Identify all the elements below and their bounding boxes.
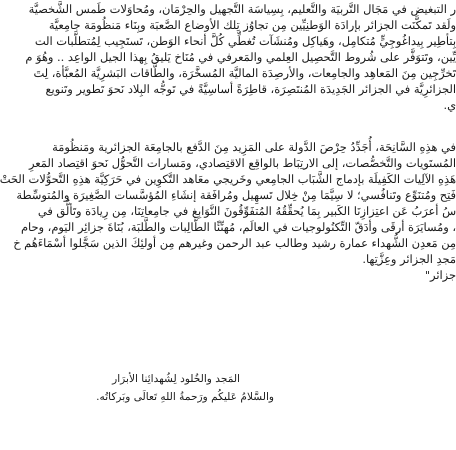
text-line: بِتأطِير بِيداغُوجِيٍّ مُتكامِل، وهَياكِل ومُنشَآت تُغطِّي كُلَّ أنحاء الوَطن، تَستَجِيب لِمُتطلَّبات الت xyxy=(34,34,456,48)
text-line: تَخرِّجِين مِنَ المَعاهِد والجامِعات، والأرصِدَة الماليَّة المُسخَّرَة، والطَّاقات البَشرِيَّة المُعبَّأة، لِتَ xyxy=(33,66,456,80)
text-line: سُ أعرَبُ عَن اعتِزازِنَا الكَبير بِمَا يُحقِّقُهُ المُتفَوِّقُونَ النَّوَابِغ في جامِعاتِنَا، مِن رِيادَة وتَألُّق في xyxy=(37,204,456,218)
text-line: فَتِح ومُتنَوِّع وتَنافُسي؛ لا سِيَّمَا مِنْ خِلال تَسهِيل ومُرافَقة إنشَاءِ المُؤسَّسات الصَّغِيرَة والمُتوسِّطة xyxy=(16,188,456,202)
text-line: في هذِهِ السَّانِحَة، أُجَدِّدُ حِرْصَ الدَّولة على المَزِيد مِنَ الدَّفع بالجامِعَة الجزائرية ومَنظُومَة xyxy=(52,140,456,154)
text-line: ولَقد تَمكَّنَت الجزائر بإرادَة الوَطنِيِّين مِن تجاوُز تِلك الأوضاع الصَّعبَة وبِنَاء مَنظُومَة جامِعيَّة xyxy=(48,18,456,32)
text-line: مِن مَعدِن الشُّهداء عمارة رشيد وطالب عبد الرحمن وغيرهم مِن أولئِكَ الذين سَجَّلوا أسْمَاءَهُم خ xyxy=(13,236,456,250)
text-line: الجزائرِيَّة في الجزائر الجَدِيدَة المُنتَصِرَة، قاطِرَةً أساسِيَّةً في تَوجُّه البِلاد نَحوَ تَطوير وتَنويع xyxy=(45,82,456,96)
closing-glory-line: المَجد والخُلود لِشُهدائِنا الأبرَار xyxy=(112,373,240,385)
text-line: هَذِهِ الآلِيات الكَفِيلَة بإدماج الشَّبَاب الجامِعي وخَريجي معَاهد التَّكوِين في حَرَكِيَّة هذِهِ التَّحوُّلات الحَتْ xyxy=(0,172,456,186)
text-line: ي. xyxy=(443,98,456,112)
text-line: المُستَويات والتَّخصُّصات، إلى الارتِبَاط بالواقِع الاقتِصادي، ومَسارات التَّحوُّل نَحوَ اقتِصاد المَعرِ xyxy=(28,156,456,170)
text-line: ر التبغيض في مَجَال التَّربيَة والتَّعليم، بِسِياسَة التَّجهيل والحِرْمَان، ومُحاوَلات طَمس الشَّخصيَّة xyxy=(28,2,456,16)
text-line: مَجدِ الجزائر وعِزَّتِها. xyxy=(362,252,456,266)
closing-salutation-line: والسَّلامُ عَليكُم ورَحمةُ اللهِ تَعالَى وبَركاتُه. xyxy=(96,391,274,403)
text-line: ، ومُسايَرَة أرقَى وأدَقّ التِّكنُولوجيات في العالَم، مُهنِّئًا الطَّالِبات والطَّلبَة، بُنَاةَ جزائِر اليَوم، وحام xyxy=(20,220,456,234)
text-line: يِّين، وتَتوَفَّر على شُروط التَّحصِيل العِلمي والمَعرفي في مُنَاخ يَليقُ بِهذا الجيل الواعِد .. وهُوَ م xyxy=(25,50,456,64)
text-line: جزائر" xyxy=(424,268,456,282)
